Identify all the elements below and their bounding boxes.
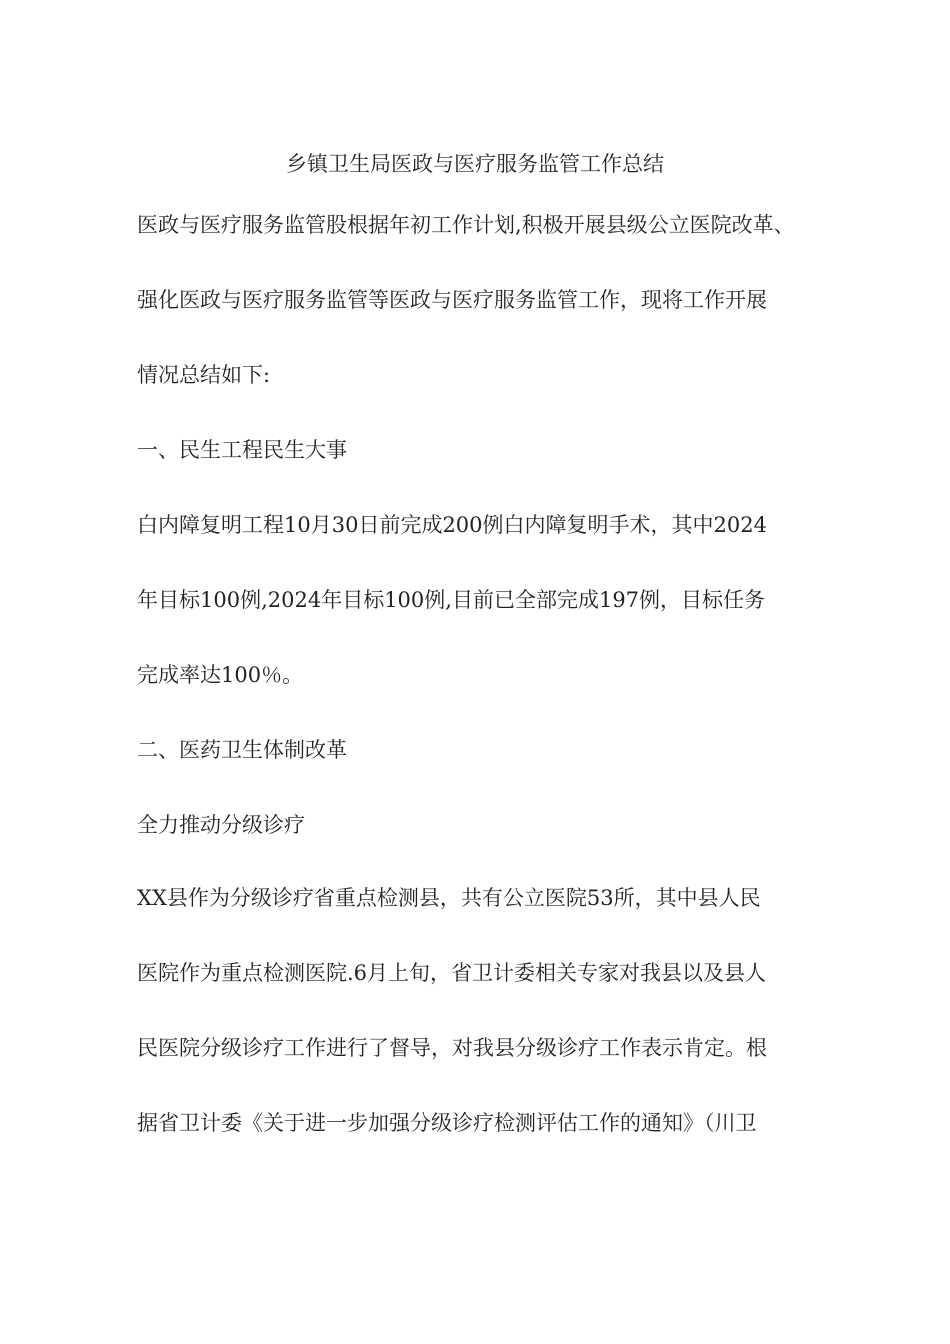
paragraph-line: 情况总结如下:	[137, 363, 271, 387]
paragraph-line: 民医院分级诊疗工作进行了督导，对我县分级诊疗工作表示肯定。根	[137, 1036, 767, 1060]
subsection-heading: 全力推动分级诊疗	[137, 813, 305, 837]
section-heading: 一、民生工程民生大事	[137, 438, 347, 462]
paragraph-line: 完成率达100％。	[137, 663, 304, 687]
document-title: 乡镇卫生局医政与医疗服务监管工作总结	[286, 152, 664, 176]
paragraph-line: 年目标100例,2024年目标100例,目前已全部完成197例，目标任务	[137, 588, 766, 612]
paragraph-line: 强化医政与医疗服务监管等医政与医疗服务监管工作，现将工作开展	[137, 288, 767, 312]
paragraph-line: 白内障复明工程10月30日前完成200例白内障复明手术，其中2024	[137, 513, 767, 537]
paragraph-line: XX县作为分级诊疗省重点检测县，共有公立医院53所，其中县人民	[137, 886, 761, 910]
paragraph-line: 据省卫计委《关于进一步加强分级诊疗检测评估工作的通知》（川卫	[137, 1111, 757, 1135]
section-heading: 二、医药卫生体制改革	[137, 738, 347, 762]
paragraph-line: 医院作为重点检测医院.6月上旬，省卫计委相关专家对我县以及县人	[137, 961, 767, 985]
paragraph-line: 医政与医疗服务监管股根据年初工作计划,积极开展县级公立医院改革、	[137, 213, 795, 237]
